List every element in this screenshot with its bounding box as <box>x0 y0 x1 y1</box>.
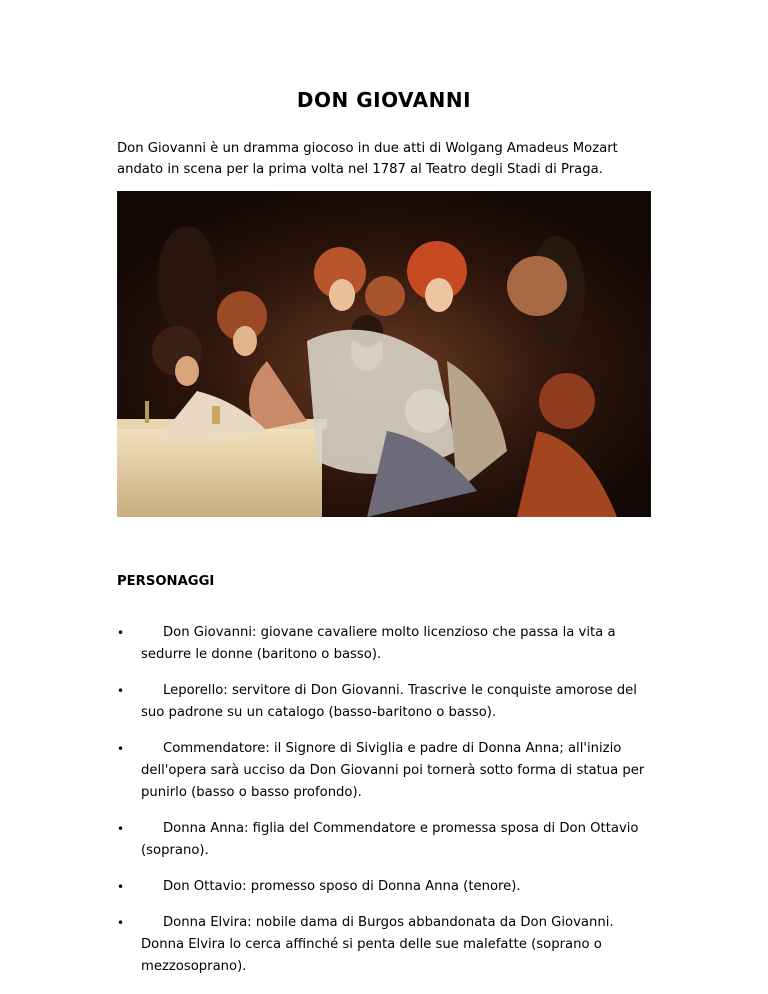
bullet-icon: • <box>117 626 125 640</box>
characters-list <box>117 622 657 992</box>
bullet-icon: • <box>117 916 125 930</box>
list-item <box>117 738 657 804</box>
bullet-icon: • <box>117 880 125 894</box>
page-title: DON GIOVANNI <box>296 88 472 112</box>
section-heading-personaggi: PERSONAGGI <box>117 574 215 589</box>
list-item <box>117 680 657 724</box>
bullet-icon: • <box>117 742 125 756</box>
list-item <box>117 876 657 898</box>
opera-stage-photo <box>117 191 651 517</box>
list-item <box>117 912 657 978</box>
character-description: Don Ottavio: promesso sposo di Donna Anna (tenore). <box>163 879 521 894</box>
bullet-icon: • <box>117 822 125 836</box>
character-description: Donna Anna: figlia del Commendatore e promessa sposa di Don Ottavio (soprano). <box>141 821 639 858</box>
list-item <box>117 622 657 666</box>
list-item <box>117 818 657 862</box>
character-description: Donna Elvira: nobile dama di Burgos abbandonata da Don Giovanni. Donna Elvira lo cerca affinché si penta delle sue malefatte (soprano o mezzosoprano). <box>141 915 614 974</box>
character-description: Commendatore: il Signore di Siviglia e padre di Donna Anna; all'inizio dell'opera sarà ucciso da Don Giovanni poi tornerà sotto forma di statua per punirlo (basso o basso profondo). <box>141 741 645 800</box>
bullet-icon: • <box>117 684 125 698</box>
character-description: Don Giovanni: giovane cavaliere molto licenzioso che passa la vita a sedurre le donne (baritono o basso). <box>141 625 616 662</box>
character-description: Leporello: servitore di Don Giovanni. Trascrive le conquiste amorose del suo padrone su un catalogo (basso-baritono o basso). <box>141 683 637 720</box>
intro-paragraph: Don Giovanni è un dramma giocoso in due atti di Wolgang Amadeus Mozart andato in scena per la prima volta nel 1787 al Teatro degli Stadi di Praga. <box>117 141 618 177</box>
